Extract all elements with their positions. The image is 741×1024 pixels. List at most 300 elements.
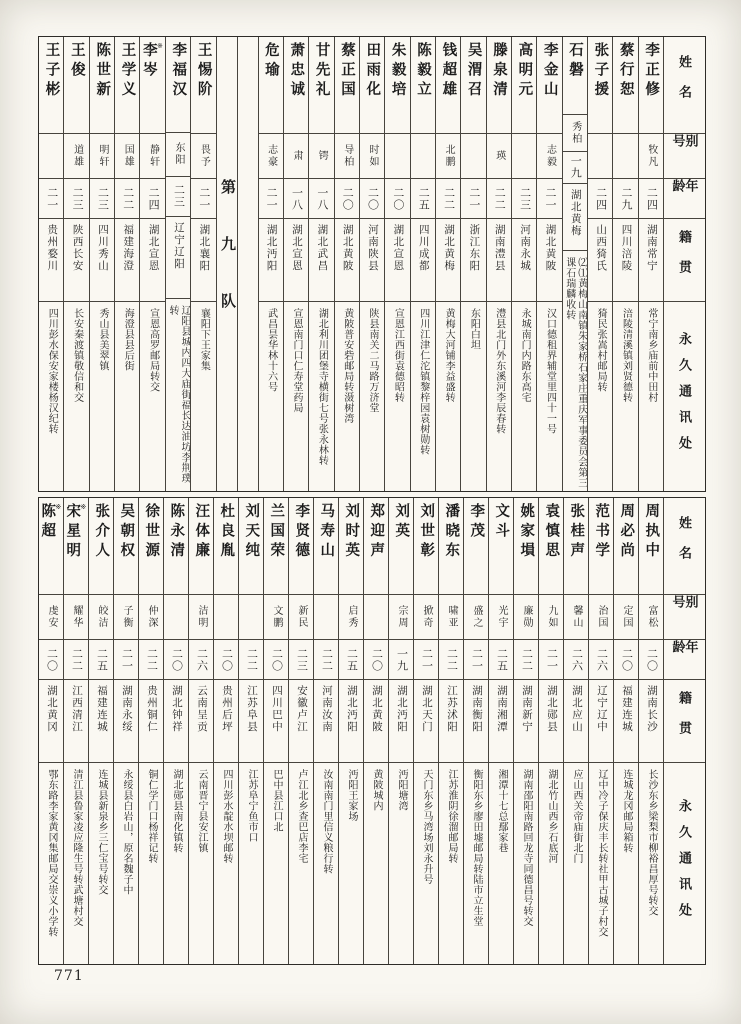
name-cell-text: 李正修 — [643, 42, 660, 101]
origin-cell — [114, 680, 138, 763]
name-cell-text: 杜良胤 — [218, 503, 235, 562]
address-cell — [166, 299, 190, 491]
header-origin — [664, 219, 705, 302]
name-cell-text: 宋星明 — [64, 503, 81, 562]
origin-cell-text: 河南陕县 — [367, 224, 379, 272]
header-origin-text: 籍贯 — [677, 691, 692, 751]
alias-cell-text: 志豪 — [265, 144, 277, 168]
origin-cell — [335, 219, 359, 302]
alias-cell-text: 文鹏 — [271, 605, 282, 629]
age-cell — [613, 179, 637, 219]
alias-cell — [411, 134, 435, 179]
origin-cell-text: 四川成都 — [417, 224, 429, 272]
address-cell-text: 秀山县美翠镇 — [96, 308, 108, 371]
address-cell-text: 四川彭水保安家楼杨汉纪转 — [46, 308, 58, 434]
origin-cell-text: 辽宁辽中 — [596, 685, 607, 733]
origin-cell — [411, 219, 435, 302]
address-cell — [464, 763, 488, 964]
address-cell-text: 武昌昙华林十六号 — [265, 308, 277, 392]
address-cell-text: 长沙东乡梁梨市柳裕昌厚号转交 — [646, 769, 657, 916]
address-cell-text: 湘潭十七总鄢家巷 — [496, 769, 507, 853]
age-cell-text: 二〇 — [220, 647, 233, 672]
origin-cell — [512, 219, 536, 302]
age-cell — [360, 179, 384, 219]
origin-cell — [613, 219, 637, 302]
age-cell — [614, 640, 638, 680]
age-cell-text: 二三 — [518, 186, 531, 211]
alias-cell-text: 锷 — [316, 150, 328, 162]
header-name-text: 姓名 — [677, 516, 692, 576]
age-cell-text: 二一 — [470, 647, 483, 672]
origin-cell-text: 湖南长沙 — [646, 685, 657, 733]
alias-cell — [284, 134, 308, 179]
age-cell — [90, 179, 114, 219]
age-cell — [588, 179, 612, 219]
alias-cell-text: 牧凡 — [645, 144, 657, 168]
origin-cell — [90, 219, 114, 302]
name-cell-text: 田雨化 — [364, 42, 381, 101]
name-cell-text: 李金山 — [541, 42, 558, 101]
origin-cell — [364, 680, 388, 763]
name-cell-text: 袁慎思 — [543, 503, 560, 562]
address-cell-text: 宣恩南门口仁寿堂药局 — [291, 308, 303, 413]
origin-cell-text: 陕西长安 — [71, 224, 83, 272]
person-column — [238, 498, 263, 964]
alias-cell-text: 洁明 — [196, 605, 207, 629]
person-column — [488, 498, 513, 964]
address-cell-text: 鄂东路李家黄冈集邮局交崇义小学转 — [46, 769, 57, 937]
person-column — [283, 37, 308, 491]
origin-cell-text: 辽宁辽阳 — [172, 221, 184, 270]
name-cell-text: 刘世彰 — [418, 503, 435, 562]
origin-cell — [461, 219, 485, 302]
name-cell-text: 张子援 — [592, 42, 609, 101]
age-cell-text: 二二 — [493, 186, 506, 211]
age-cell — [639, 179, 663, 219]
header-column — [663, 498, 705, 964]
name-cell-text: 甘先礼 — [313, 42, 330, 101]
alias-cell — [364, 595, 388, 640]
person-column — [511, 37, 536, 491]
name-cell — [309, 37, 333, 134]
age-cell-text: 二九 — [619, 186, 632, 211]
alias-cell — [436, 134, 460, 179]
name-cell-text: 范书学 — [593, 503, 610, 562]
alias-cell — [166, 133, 190, 177]
name-cell-text: 李福汉 — [170, 42, 187, 101]
person-column — [338, 498, 363, 964]
alias-cell-text: 启秀 — [346, 605, 357, 629]
name-cell-text: 周必尚 — [618, 503, 635, 562]
age-cell — [140, 179, 164, 219]
age-cell — [166, 177, 190, 216]
header-column — [663, 37, 705, 491]
address-cell-text: 辽阳县城内四大庙街福长达油坊李荆璞转 — [166, 304, 190, 484]
alias-cell — [214, 595, 238, 640]
header-origin-text: 籍贯 — [677, 230, 692, 290]
person-column — [138, 498, 163, 964]
alias-cell — [189, 595, 213, 640]
address-cell-text: 沔阳王家场 — [346, 769, 357, 822]
alias-cell-text: 秀柏 — [569, 120, 581, 145]
header-age-text: 年龄 — [670, 179, 699, 209]
name-cell-text: 徐世源 — [143, 503, 160, 562]
origin-cell-text: 湖北应山 — [571, 685, 582, 733]
age-cell-text: 二〇 — [270, 647, 283, 672]
age-cell — [64, 640, 88, 680]
origin-cell — [339, 680, 363, 763]
name-cell — [239, 498, 263, 595]
alias-cell — [39, 595, 63, 640]
address-cell — [164, 763, 188, 964]
address-cell-text: 黄陂城内 — [371, 769, 382, 811]
person-column — [588, 498, 613, 964]
origin-cell — [64, 219, 88, 302]
origin-cell-text: 湖南湘潭 — [496, 685, 507, 733]
origin-cell — [239, 680, 263, 763]
origin-cell-text: 湖北黄梅 — [443, 224, 455, 272]
alias-cell — [487, 134, 511, 179]
origin-cell — [189, 680, 213, 763]
age-cell — [564, 640, 588, 680]
alias-cell-text: 廉勋 — [521, 605, 532, 629]
address-cell — [89, 763, 113, 964]
address-cell-text: 永绥县白岩山，原名魏子中 — [121, 769, 132, 895]
address-cell — [588, 302, 612, 491]
origin-cell — [39, 219, 63, 302]
address-cell-text: 汉口德租界辅堂里四十一号 — [544, 308, 556, 434]
team-divider-column — [216, 37, 237, 491]
name-cell-text: 李茂 — [468, 503, 485, 542]
age-cell — [114, 640, 138, 680]
age-cell-text: 二六 — [570, 647, 583, 672]
age-cell — [539, 640, 563, 680]
origin-cell-text: 福建连城 — [621, 685, 632, 733]
age-cell — [64, 179, 88, 219]
name-cell-text: 陈世新 — [94, 42, 111, 101]
person-column — [88, 498, 113, 964]
name-cell — [259, 37, 283, 134]
name-cell-text: 周执中 — [643, 503, 660, 562]
origin-cell — [139, 680, 163, 763]
alias-cell — [339, 595, 363, 640]
age-cell-text: 二二 — [121, 186, 134, 211]
name-cell-text: 兰国荣 — [268, 503, 285, 562]
person-column — [308, 37, 333, 491]
age-cell — [514, 640, 538, 680]
age-cell-text: 二一 — [265, 186, 278, 211]
age-cell-text: 一九 — [569, 155, 582, 180]
age-cell-text: 二三 — [295, 647, 308, 672]
person-column — [139, 37, 164, 491]
origin-cell — [115, 219, 139, 302]
person-column — [388, 498, 413, 964]
alias-cell — [512, 134, 536, 179]
team-label: 第九队 — [219, 178, 235, 350]
address-cell — [189, 763, 213, 964]
person-column — [359, 37, 384, 491]
name-cell — [64, 498, 88, 595]
name-cell-text: 刘英 — [393, 503, 410, 542]
origin-cell — [414, 680, 438, 763]
age-cell — [264, 640, 288, 680]
age-cell-text: 二一 — [543, 186, 556, 211]
age-cell-text: 二三 — [172, 184, 185, 209]
address-cell — [239, 763, 263, 964]
origin-cell-text: 湖北沔阳 — [346, 685, 357, 733]
address-cell-text: 陕县南关二马路万济堂 — [367, 308, 379, 413]
name-cell — [514, 498, 538, 595]
person-column — [114, 37, 139, 491]
origin-cell — [214, 680, 238, 763]
origin-cell — [39, 680, 63, 763]
age-cell — [239, 640, 263, 680]
address-cell — [389, 763, 413, 964]
name-cell — [512, 37, 536, 134]
address-cell — [289, 763, 313, 964]
origin-cell-text: 湖北黄陂 — [544, 224, 556, 272]
name-cell — [563, 37, 587, 115]
header-age — [664, 179, 705, 219]
age-cell-text: 二二 — [245, 647, 258, 672]
address-cell-text: 长安秦渡镇敬信和交 — [71, 308, 83, 403]
name-cell — [164, 498, 188, 595]
address-cell — [385, 302, 409, 491]
address-cell — [613, 302, 637, 491]
origin-cell — [563, 184, 587, 251]
origin-cell — [589, 680, 613, 763]
origin-cell-text: 湖南澧县 — [493, 224, 505, 272]
alias-cell-text: 掀奇 — [421, 605, 432, 629]
alias-cell-text: 光宇 — [496, 605, 507, 629]
alias-cell-text: 治国 — [596, 605, 607, 629]
origin-cell-text: 湖北沔阳 — [396, 685, 407, 733]
age-cell-text: 二〇 — [341, 186, 354, 211]
name-cell-text: 王学义 — [119, 42, 136, 101]
origin-cell-text: 湖北襄阳 — [198, 224, 210, 272]
age-cell-text: 一八 — [315, 186, 328, 211]
address-cell — [115, 302, 139, 491]
name-cell — [115, 37, 139, 134]
age-cell — [414, 640, 438, 680]
name-cell-text: 李贤德 — [293, 503, 310, 562]
name-cell — [335, 37, 359, 134]
person-column — [190, 37, 215, 491]
origin-cell — [284, 219, 308, 302]
header-address-text: 永久通讯处 — [677, 331, 692, 462]
person-column — [612, 37, 637, 491]
person-column — [313, 498, 338, 964]
origin-cell — [639, 219, 663, 302]
age-cell-text: 二一 — [45, 186, 58, 211]
name-cell-text: 王惕阶 — [195, 42, 212, 101]
age-cell-text: 二〇 — [620, 647, 633, 672]
age-cell — [191, 179, 215, 219]
alias-cell — [414, 595, 438, 640]
name-cell-text: 郑迎声 — [368, 503, 385, 562]
alias-cell-text: 耀华 — [71, 605, 82, 629]
name-cell — [436, 37, 460, 134]
origin-cell — [140, 219, 164, 302]
name-cell — [64, 37, 88, 134]
address-cell — [489, 763, 513, 964]
age-cell — [389, 640, 413, 680]
alias-cell-text: 导柏 — [341, 144, 353, 168]
person-column — [638, 37, 663, 491]
alias-cell — [563, 115, 587, 151]
address-cell-text: 四川彭水靛水坝邮转 — [221, 769, 232, 864]
address-cell-text: 辽中冷子保庆丰长转社甲古城子村交 — [596, 769, 607, 937]
age-cell-text: 二四 — [645, 186, 658, 211]
address-cell — [360, 302, 384, 491]
origin-cell — [259, 219, 283, 302]
alias-cell — [639, 595, 663, 640]
empty-divider-column — [237, 37, 258, 491]
name-cell — [414, 498, 438, 595]
alias-cell — [360, 134, 384, 179]
person-column — [638, 498, 663, 964]
name-cell — [639, 498, 663, 595]
age-cell — [289, 640, 313, 680]
age-cell — [339, 640, 363, 680]
header-origin — [664, 680, 705, 763]
name-cell-text: 马寿山 — [318, 503, 335, 562]
person-column — [613, 498, 638, 964]
person-column — [39, 37, 63, 491]
age-cell-text: 二二 — [70, 647, 83, 672]
address-cell — [191, 302, 215, 491]
person-column — [63, 498, 88, 964]
alias-cell-text: 国雄 — [122, 144, 134, 168]
origin-cell — [537, 219, 561, 302]
name-cell — [289, 498, 313, 595]
person-column — [163, 498, 188, 964]
name-cell — [339, 498, 363, 595]
address-cell — [264, 763, 288, 964]
address-cell-text: 沔阳塘湾 — [396, 769, 407, 811]
address-cell — [639, 302, 663, 491]
address-cell-text: 永城南门内路东高宅 — [519, 308, 531, 403]
alias-cell — [461, 134, 485, 179]
name-cell — [114, 498, 138, 595]
origin-cell — [487, 219, 511, 302]
age-cell-text: 二〇 — [370, 647, 383, 672]
age-cell-text: 二二 — [520, 647, 533, 672]
person-column — [438, 498, 463, 964]
origin-cell-text: 湖南衡阳 — [471, 685, 482, 733]
origin-cell-text: 湖北黄陂 — [371, 685, 382, 733]
header-name — [664, 37, 705, 134]
alias-cell-text: 新民 — [296, 605, 307, 629]
address-cell-text: 宣恩高罗邮局转交 — [147, 308, 159, 392]
alias-cell-text: 北鹏 — [443, 144, 455, 168]
age-cell — [639, 640, 663, 680]
alias-cell — [613, 134, 637, 179]
header-alias — [664, 134, 705, 179]
origin-cell — [439, 680, 463, 763]
alias-cell — [514, 595, 538, 640]
address-cell — [436, 302, 460, 491]
name-cell — [166, 37, 190, 133]
name-cell — [39, 37, 63, 134]
address-cell-text: 江苏阜宁鱼市口 — [246, 769, 257, 843]
origin-cell-text: 江苏沭阳 — [446, 685, 457, 733]
address-cell-text: 衡阳东乡廖田墟邮局转陆市立生堂 — [471, 769, 482, 927]
address-cell — [114, 763, 138, 964]
age-cell — [189, 640, 213, 680]
alias-cell — [239, 595, 263, 640]
alias-cell — [335, 134, 359, 179]
origin-cell — [539, 680, 563, 763]
alias-cell — [89, 595, 113, 640]
name-cell — [284, 37, 308, 134]
origin-cell-text: 湖南新宁 — [521, 685, 532, 733]
alias-cell-text: 虔安 — [46, 605, 57, 629]
name-cell — [39, 498, 63, 595]
alias-cell — [264, 595, 288, 640]
age-cell — [214, 640, 238, 680]
origin-cell-text: 湖北郧县 — [546, 685, 557, 733]
age-cell-text: 二二 — [445, 647, 458, 672]
person-column — [384, 37, 409, 491]
name-cell-text: 李岑 — [140, 42, 157, 81]
alias-cell-text: 富松 — [646, 605, 657, 629]
age-cell — [461, 179, 485, 219]
name-cell — [360, 37, 384, 134]
age-cell — [314, 640, 338, 680]
address-cell — [64, 763, 88, 964]
name-cell — [314, 498, 338, 595]
age-cell — [335, 179, 359, 219]
page-number: 771 — [54, 968, 84, 984]
origin-cell-text: 湖北黄冈 — [46, 685, 57, 733]
name-cell — [613, 37, 637, 134]
origin-cell — [385, 219, 409, 302]
age-cell — [563, 152, 587, 184]
age-cell-text: 二〇 — [366, 186, 379, 211]
alias-cell — [140, 134, 164, 179]
address-cell-text: 宣恩江西街袁德昭转 — [392, 308, 404, 403]
origin-cell-text: 湖北武昌 — [316, 224, 328, 272]
origin-cell-text: 湖北钟祥 — [171, 685, 182, 733]
alias-cell — [589, 595, 613, 640]
age-cell-text: 二五 — [417, 186, 430, 211]
alias-cell — [564, 595, 588, 640]
alias-cell — [389, 595, 413, 640]
name-cell — [564, 498, 588, 595]
origin-cell-text: 云南呈贡 — [196, 685, 207, 733]
origin-cell-text: 安徽卢江 — [296, 685, 307, 733]
alias-cell-text: 定国 — [621, 605, 632, 629]
person-column — [538, 498, 563, 964]
alias-cell — [115, 134, 139, 179]
alias-cell-text: 馨山 — [571, 605, 582, 629]
origin-cell-text: 福建海澄 — [122, 224, 134, 272]
age-cell — [39, 179, 63, 219]
empty-divider-cell — [238, 37, 258, 491]
alias-cell — [309, 134, 333, 179]
age-cell — [89, 640, 113, 680]
address-cell — [39, 302, 63, 491]
address-cell — [39, 763, 63, 964]
name-cell — [614, 498, 638, 595]
alias-cell-text: 宗周 — [396, 605, 407, 629]
name-cell-text: 姚家塤 — [518, 503, 535, 562]
origin-cell — [360, 219, 384, 302]
origin-cell-text: 湖南常宁 — [645, 224, 657, 272]
origin-cell-text: 四川巴中 — [271, 685, 282, 733]
name-cell — [411, 37, 435, 134]
